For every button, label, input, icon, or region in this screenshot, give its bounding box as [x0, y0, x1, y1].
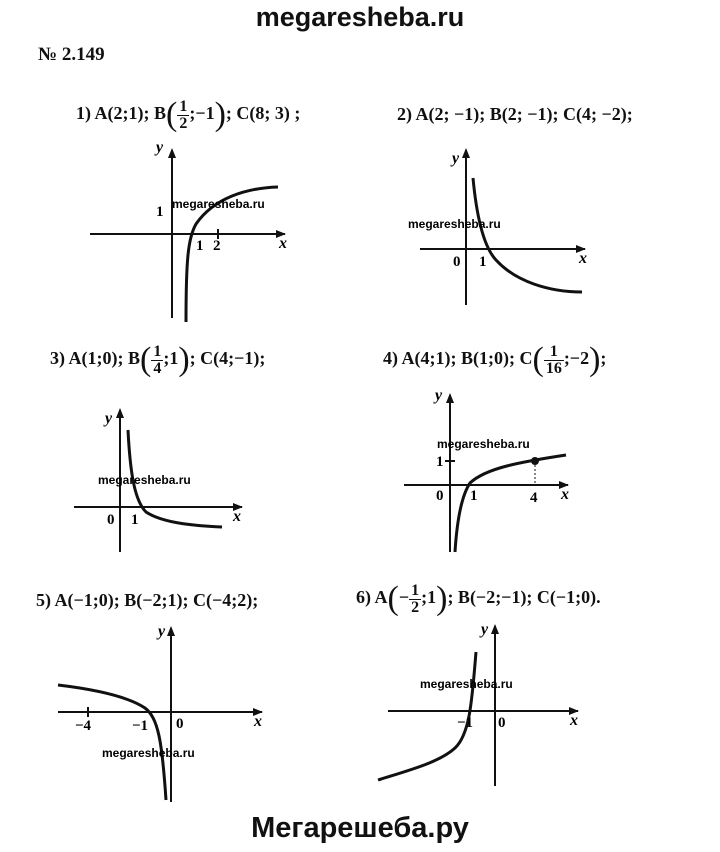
condition-3-a: A(1;0); B [68, 348, 140, 369]
x-tick-1: 1 [131, 512, 139, 528]
origin-label: 0 [436, 488, 444, 504]
x-label: x [570, 712, 578, 729]
y-label: y [481, 621, 489, 638]
condition-4-b: ;−2 [563, 348, 590, 369]
condition-3-tail: ; C(4;−1); [189, 348, 266, 369]
x-tick-1: 1 [470, 488, 478, 504]
watermark: megaresheba.ru [437, 437, 530, 451]
paren-close: ) [214, 96, 226, 133]
x-label: x [233, 508, 241, 525]
watermark: megaresheba.ru [98, 473, 191, 487]
condition-1-tail: ; C(8; 3) ; [225, 103, 301, 124]
site-header: megaresheba.ru [255, 2, 465, 32]
condition-2: 2) A(2; −1); B(2; −1); C(4; −2); [397, 104, 633, 124]
minus-sign: − [398, 587, 410, 608]
origin-label: 0 [176, 716, 184, 732]
paren-open: ( [532, 341, 544, 378]
watermark: megaresheba.ru [102, 746, 195, 760]
y-label: y [105, 410, 113, 427]
y-label: y [452, 150, 460, 167]
site-footer: Мегарешеба.ру [251, 812, 469, 844]
paren-close: ) [436, 580, 448, 617]
condition-6-a: A [374, 587, 388, 608]
watermark: megaresheba.ru [408, 217, 501, 231]
origin-label: 0 [453, 254, 461, 270]
condition-4-label: 4) [383, 348, 398, 369]
watermark: megaresheba.ru [420, 677, 513, 691]
condition-1-a: A(2;1); B [94, 103, 166, 124]
condition-1-b: ;−1 [189, 103, 215, 124]
condition-6-b: ;1 [421, 587, 437, 608]
condition-5: 5) A(−1;0); B(−2;1); C(−4;2); [36, 590, 259, 610]
condition-6-label: 6) [356, 587, 371, 608]
origin-label: 0 [498, 715, 506, 731]
condition-4-tail: ; [600, 348, 607, 369]
x-label: x [254, 713, 262, 730]
paren-close: ) [178, 341, 190, 378]
x-label: x [561, 486, 569, 503]
condition-3-label: 3) [50, 348, 65, 369]
y-tick-1: 1 [156, 204, 164, 220]
fraction-half: $\frac{1}{2}$ [179, 97, 188, 132]
fraction-sixteenth: $\frac{1}{16}$ [545, 342, 562, 377]
paren-open: ( [140, 341, 152, 378]
x-label: x [279, 235, 287, 252]
condition-1-label: 1) [76, 103, 91, 124]
y-label: y [158, 623, 166, 640]
paren-close: ) [589, 341, 601, 378]
y-tick-1: 1 [436, 454, 444, 470]
x-tick-1: 1 [479, 254, 487, 270]
fraction-half: $\frac{1}{2}$ [411, 581, 420, 616]
condition-6-tail: ; B(−2;−1); C(−1;0). [447, 587, 601, 608]
x-tick-1: 1 [196, 238, 204, 254]
condition-3-b: ;1 [163, 348, 179, 369]
fraction-quarter: $\frac{1}{4}$ [153, 342, 162, 377]
x-label: x [579, 250, 587, 267]
x-tick-2: 4 [530, 490, 538, 506]
paren-open: ( [166, 96, 178, 133]
x-tick-2: −1 [132, 718, 149, 734]
condition-4-a: A(4;1); B(1;0); C [401, 348, 533, 369]
paren-open: ( [387, 580, 399, 617]
x-tick-1: −1 [457, 715, 474, 731]
watermark: megaresheba.ru [172, 197, 265, 211]
x-tick-2: 2 [213, 238, 221, 254]
x-tick-1: −4 [75, 718, 92, 734]
problem-number: № 2.149 [38, 44, 105, 65]
y-arrow-icon [491, 624, 499, 634]
y-label: y [156, 139, 164, 156]
y-label: y [435, 387, 443, 404]
origin-label: 0 [107, 512, 115, 528]
